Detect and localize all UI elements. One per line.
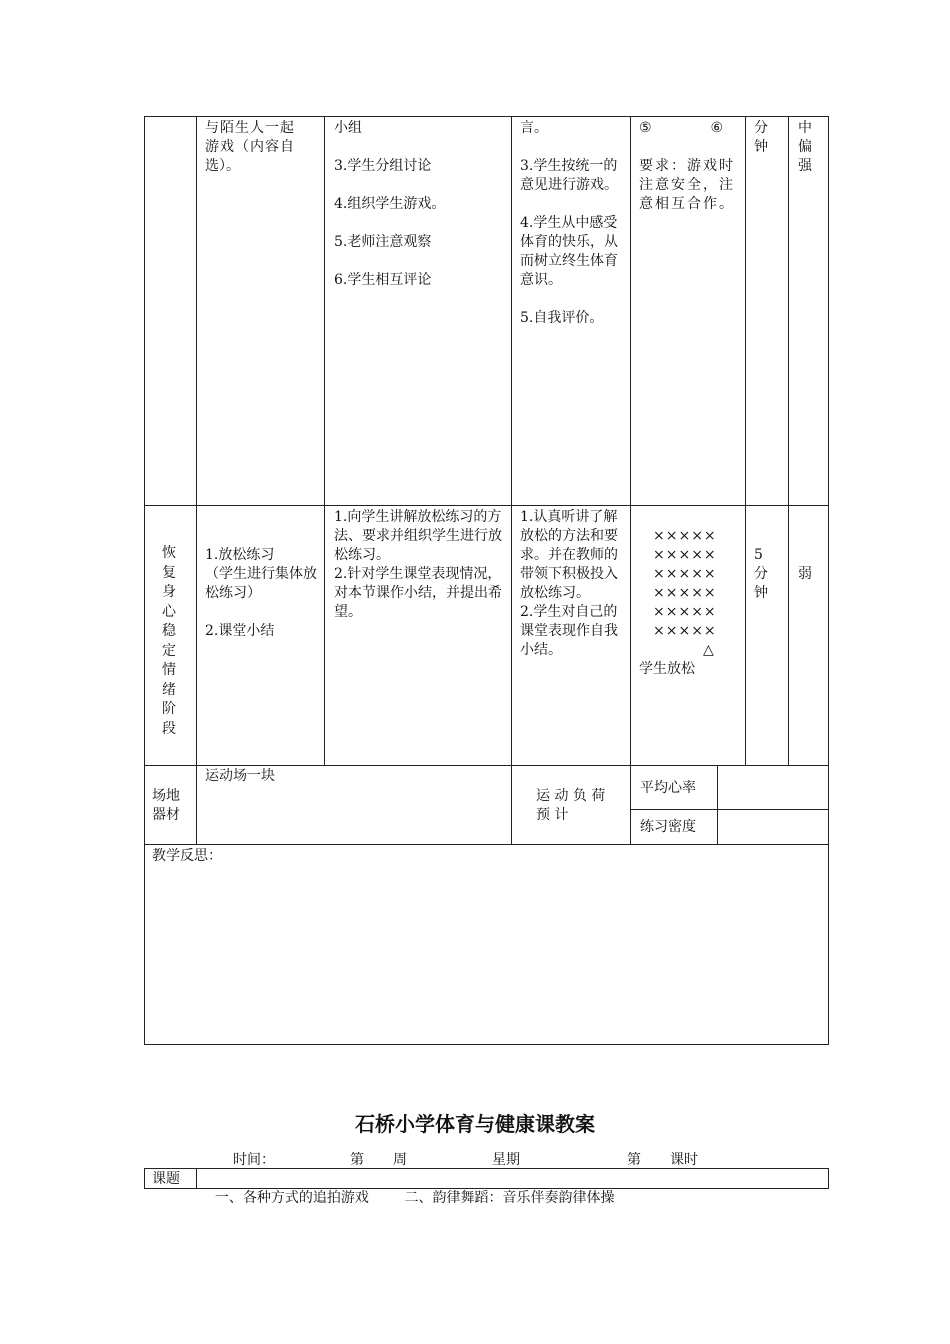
organization-cell-recovery <box>639 527 743 679</box>
topic-label: 课题 <box>152 1171 180 1187</box>
teacher-step: 3.学生分组讨论 <box>334 158 432 174</box>
time-cell-game <box>754 119 772 157</box>
teacher-step: 小组 <box>334 120 362 136</box>
time-value: 5 <box>754 547 763 563</box>
stage-text: 恢复身心稳定情绪阶段 <box>162 545 176 737</box>
density-label: 练习密度 <box>640 819 696 835</box>
time-text: 分钟 <box>754 120 768 155</box>
marker-six: ⑥ <box>710 120 723 136</box>
teacher-step: 5.老师注意观察 <box>334 234 432 250</box>
load-label-cell <box>536 787 608 825</box>
intensity-text: 弱 <box>798 566 812 582</box>
content-line: （学生进行集体放松练习） <box>205 566 317 601</box>
page-title: 石桥小学体育与健康课教案 <box>355 1112 595 1136</box>
stage-cell-recovery <box>162 544 180 739</box>
time-label: 时间： <box>233 1152 275 1168</box>
venue-value: 运动场一块 <box>205 768 275 784</box>
lesson-suffix: 课时 <box>670 1152 698 1168</box>
formation-row: ××××× <box>653 547 717 563</box>
teacher-step: 1.向学生讲解放松练习的方法、要求并组织学生进行放松练习。 <box>334 509 502 563</box>
student-step: 1.认真听讲了解放松的方法和要求。并在教师的带领下积极投入放松练习。 <box>520 509 618 601</box>
topic-value-cell <box>206 1170 826 1208</box>
venue-label-cell <box>152 787 188 825</box>
formation-row: ××××× <box>653 604 717 620</box>
intensity-text: 中偏强 <box>798 120 812 174</box>
content-line: 与陌生人一起 <box>205 120 295 136</box>
content-line: 游戏（内容自 <box>205 139 295 155</box>
content-cell-recovery <box>205 546 319 641</box>
marker-five: ⑤ <box>639 120 652 136</box>
content-line: 1.放松练习 <box>205 547 275 563</box>
formation-markers <box>639 119 739 138</box>
week-prefix: 第 <box>350 1152 364 1168</box>
content-line: 2.课堂小结 <box>205 623 275 639</box>
game-requirement: 要求：游戏时注意安全，注意相互合作。 <box>639 158 735 212</box>
student-step: 言。 <box>520 120 548 136</box>
weekday-label: 星期 <box>492 1152 520 1168</box>
heart-rate-label: 平均心率 <box>640 780 696 796</box>
load-label: 运 动 负 荷 预 计 <box>536 788 606 823</box>
student-step: 4.学生从中感受体育的快乐，从而树立终生体育意识。 <box>520 215 618 288</box>
reflection-cell <box>152 847 452 866</box>
intensity-cell-recovery <box>798 565 818 584</box>
content-line: 选）。 <box>205 158 240 174</box>
venue-label: 场地器材 <box>152 788 180 823</box>
formation-row: ××××× <box>653 566 717 582</box>
venue-value-cell <box>205 767 505 786</box>
intensity-cell-game <box>798 119 816 176</box>
teacher-cell-recovery <box>334 508 506 622</box>
teacher-step: 2.针对学生课堂表现情况，对本节课作小结，并提出希望。 <box>334 566 502 620</box>
week-suffix: 周 <box>393 1152 407 1168</box>
student-step: 5.自我评价。 <box>520 310 604 326</box>
density-label-cell <box>640 818 716 837</box>
formation-row: ××××× <box>653 623 717 639</box>
student-cell-game <box>520 119 623 328</box>
time-unit: 分钟 <box>754 566 768 601</box>
topic-label-cell <box>152 1170 192 1189</box>
student-step: 2.学生对自己的课堂表现作自我小结。 <box>520 604 618 658</box>
teacher-cell-game <box>334 119 504 290</box>
content-cell-game <box>205 119 319 176</box>
lesson-prefix: 第 <box>627 1152 641 1168</box>
organization-cell-game <box>639 119 739 214</box>
teacher-marker: △ <box>703 642 714 658</box>
reflection-label: 教学反思： <box>152 848 222 864</box>
formation-caption: 学生放松 <box>639 661 695 677</box>
formation-row: ××××× <box>653 585 717 601</box>
teacher-step: 6.学生相互评论 <box>334 272 432 288</box>
formation-row: ××××× <box>653 528 717 544</box>
teacher-step: 4.组织学生游戏。 <box>334 196 446 212</box>
time-cell-recovery <box>754 546 772 603</box>
schedule-line <box>0 1149 950 1169</box>
student-cell-recovery <box>520 508 624 660</box>
heart-rate-label-cell <box>640 779 716 798</box>
topic-value: 一、各种方式的追拍游戏 二、韵律舞蹈：音乐伴奏韵律体操 <box>214 1190 615 1206</box>
student-step: 3.学生按统一的意见进行游戏。 <box>520 158 618 193</box>
